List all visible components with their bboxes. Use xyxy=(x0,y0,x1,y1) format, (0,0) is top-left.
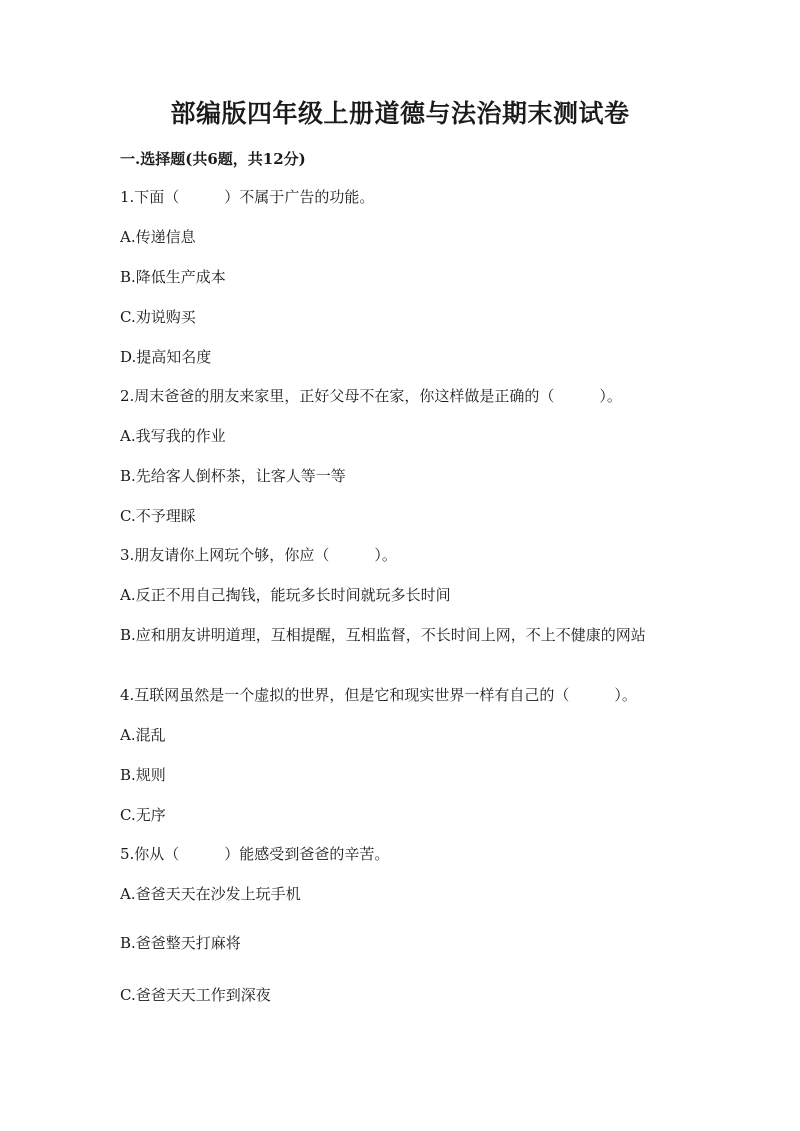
question-1-option-a: A.传递信息 xyxy=(120,228,196,246)
question-5-option-b: B.爸爸整天打麻将 xyxy=(120,934,241,952)
question-4-option-b: B.规则 xyxy=(120,766,166,784)
question-4-option-c: C.无序 xyxy=(120,806,166,824)
question-1-option-c: C.劝说购买 xyxy=(120,308,196,326)
question-2-option-b: B.先给客人倒杯茶，让客人等一等 xyxy=(120,467,346,485)
question-5-stem: 5.你从（ ）能感受到爸爸的辛苦。 xyxy=(120,845,390,863)
question-4-stem: 4.互联网虽然是一个虚拟的世界，但是它和现实世界一样有自己的（ ）。 xyxy=(120,686,637,704)
question-2-stem: 2.周末爸爸的朋友来家里，正好父母不在家，你这样做是正确的（ ）。 xyxy=(120,387,622,405)
section-heading: 一.选择题(共6题，共12分) xyxy=(120,150,306,168)
question-5-option-c: C.爸爸天天工作到深夜 xyxy=(120,986,271,1004)
question-1-option-b: B.降低生产成本 xyxy=(120,268,226,286)
question-1-stem: 1.下面（ ）不属于广告的功能。 xyxy=(120,188,375,206)
question-2-option-c: C.不予理睬 xyxy=(120,507,196,525)
question-3-option-b: B.应和朋友讲明道理，互相提醒，互相监督，不长时间上网，不上不健康的网站 xyxy=(120,626,646,644)
exam-title: 部编版四年级上册道德与法治期末测试卷 xyxy=(170,99,630,128)
question-4-option-a: A.混乱 xyxy=(120,726,166,744)
question-1-option-d: D.提高知名度 xyxy=(120,348,212,366)
question-2-option-a: A.我写我的作业 xyxy=(120,427,226,445)
question-3-stem: 3.朋友请你上网玩个够，你应（ ）。 xyxy=(120,546,397,564)
question-5-option-a: A.爸爸天天在沙发上玩手机 xyxy=(120,885,301,903)
question-3-option-a: A.反正不用自己掏钱，能玩多长时间就玩多长时间 xyxy=(120,586,451,604)
